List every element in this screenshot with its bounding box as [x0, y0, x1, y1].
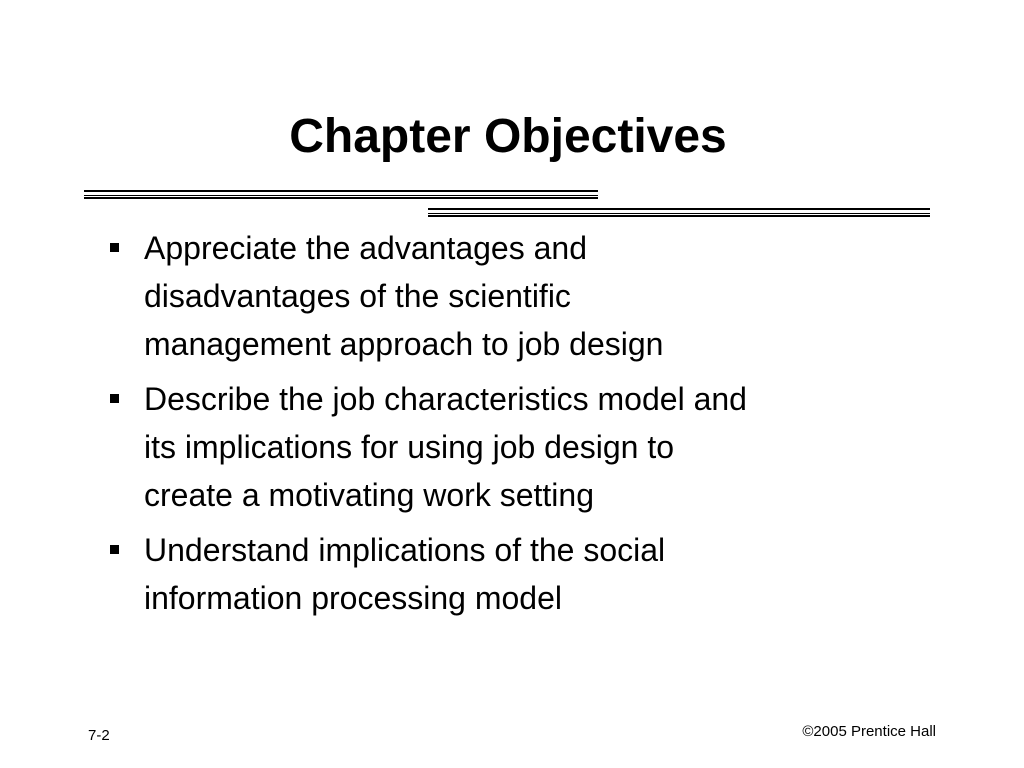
- bullet-line: management approach to job design: [144, 326, 664, 362]
- title-underline-right: [428, 208, 930, 217]
- slide-title: Chapter Objectives: [289, 110, 727, 163]
- bullet-line: disadvantages of the scientific: [144, 278, 571, 314]
- bullet-line: Understand implications of the social: [144, 532, 666, 568]
- bullet-line: information processing model: [144, 580, 562, 616]
- bullet-item: [108, 526, 908, 622]
- title-underline-left: [84, 190, 598, 199]
- square-bullet-icon: [110, 394, 119, 403]
- square-bullet-icon: [110, 545, 119, 554]
- bullet-item: [108, 224, 908, 368]
- bullet-line: its implications for using job design to: [144, 429, 675, 465]
- bullet-item: [108, 375, 908, 519]
- bullet-list: [108, 224, 908, 629]
- bullet-line: Describe the job characteristics model and: [144, 381, 747, 417]
- slide-copyright: ©2005 Prentice Hall: [802, 723, 936, 740]
- bullet-line: create a motivating work setting: [144, 477, 594, 513]
- square-bullet-icon: [110, 243, 119, 252]
- bullet-line: Appreciate the advantages and: [144, 230, 587, 266]
- slide-page-number: 7-2: [88, 727, 110, 744]
